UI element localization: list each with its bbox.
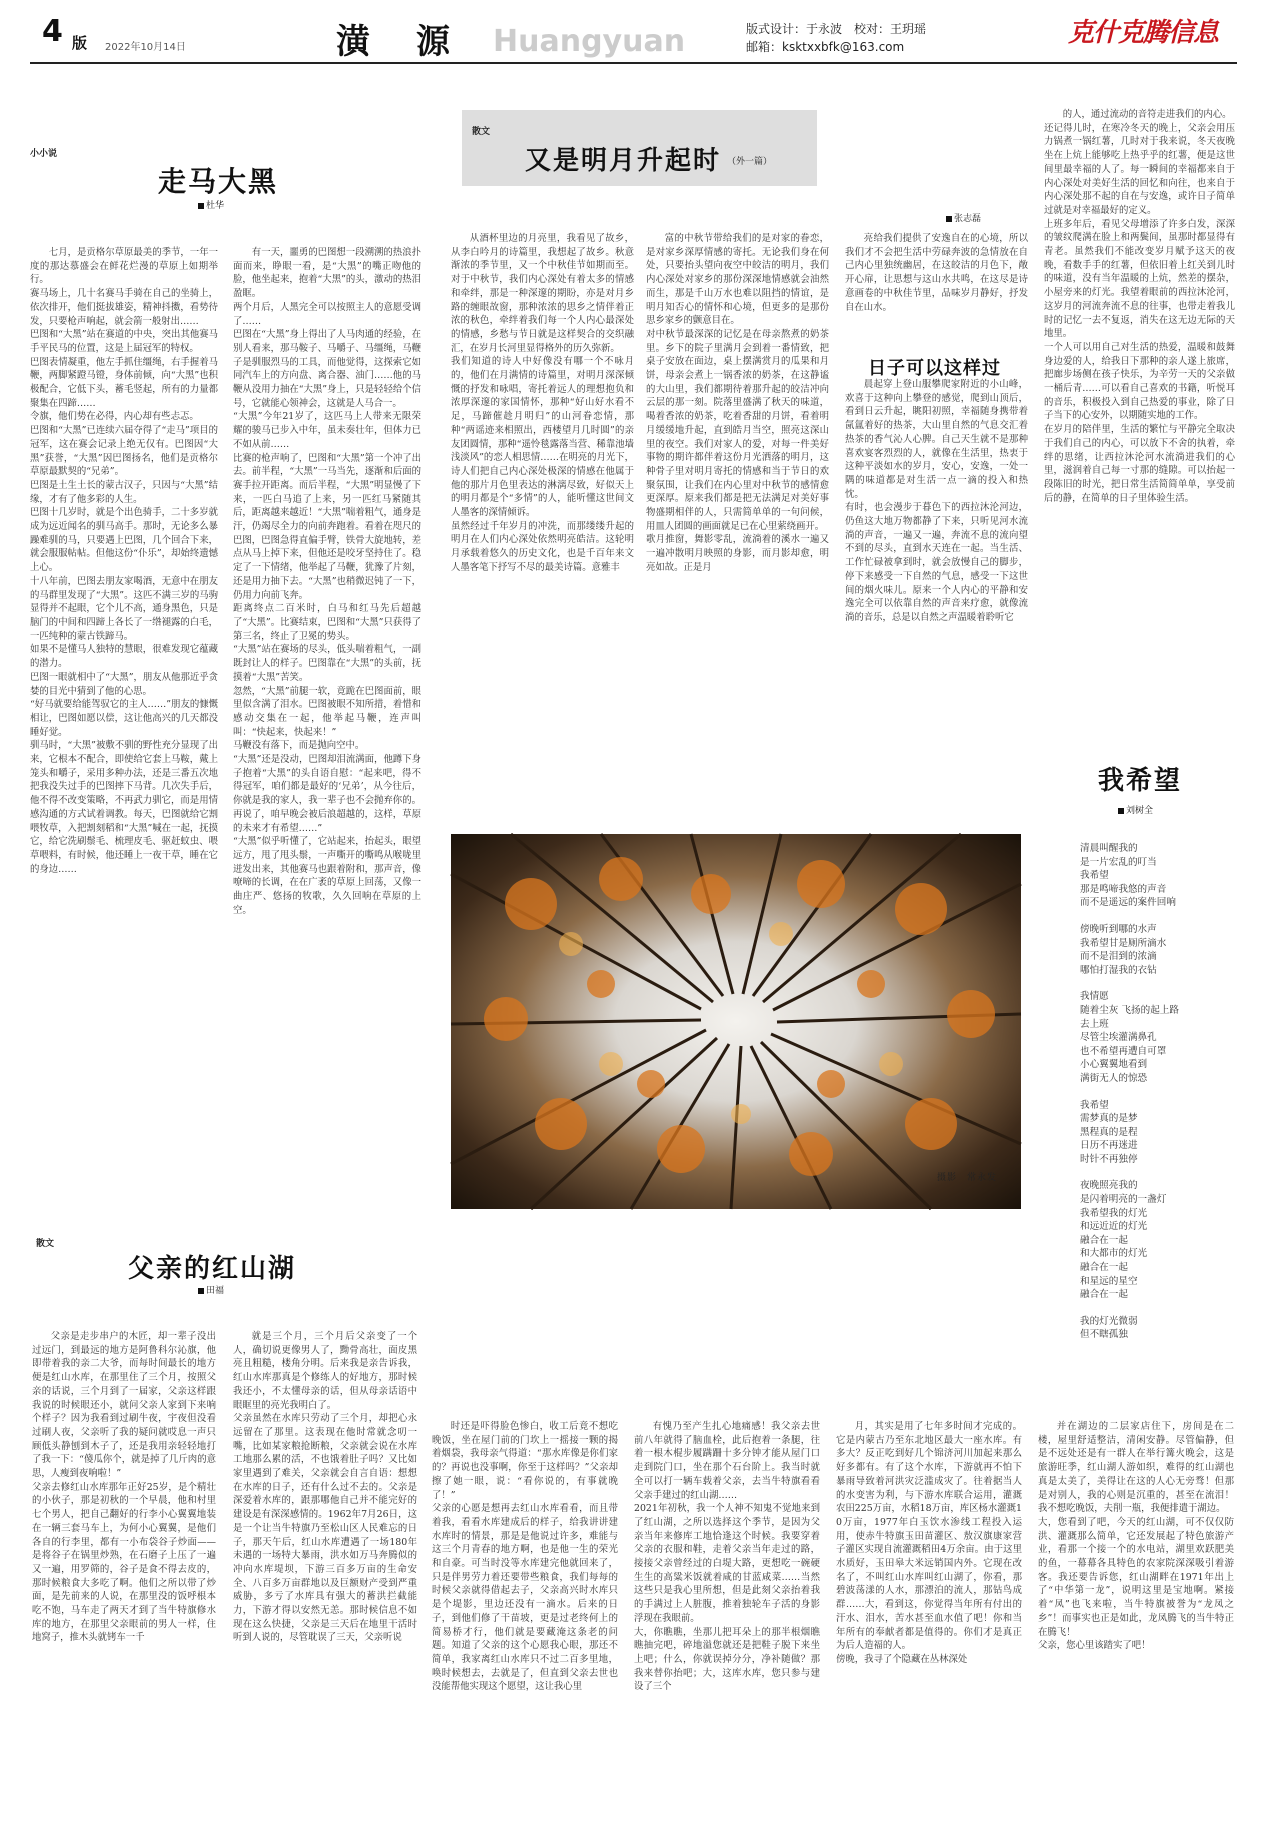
article1-title: 走马大黑 bbox=[158, 165, 279, 198]
poem-line: 日历不再迷进 bbox=[1080, 1140, 1138, 1152]
forest-photo bbox=[451, 834, 1021, 1209]
poem-line: 是闪着明亮的一盏灯 bbox=[1080, 1194, 1167, 1206]
poem-line: 哪怕打湿我的衣钻 bbox=[1080, 964, 1157, 976]
section-title: 潢 源 bbox=[336, 22, 456, 62]
section-title-en: Huangyuan bbox=[493, 24, 686, 59]
poem-line: 我的灯光微弱 bbox=[1080, 1315, 1138, 1327]
poem-line: 也不希望再遭自可罩 bbox=[1080, 1045, 1167, 1057]
poem-stanza-6 bbox=[1080, 1315, 1230, 1342]
poem-stanza-1 bbox=[1080, 842, 1230, 910]
article2-subtitle: （外一篇） bbox=[727, 157, 773, 167]
poem-stanza-4 bbox=[1080, 1099, 1230, 1167]
article2-tag: 散文 bbox=[472, 127, 491, 137]
photo-caption: 摄影 常永发 bbox=[936, 1173, 997, 1183]
article2-column-2: 富的中秋节带给我们的是对家的眷恋，是对家乡深厚情感的寄托。无论我们身在何处，只要抬头望向夜空中皎洁的明月，我们内心深处对家乡的那份深深地情感就会油然而生，那是千山万水也难以阻挡的情谊，是明月知否心的情怀和心境，但更多的是那份思乡家乡的颤意目在。 对中秋节最深深的记忆是在母亲熬煮的奶茶里。乡下的院子里满月会到着一番情致，把桌子安放在面边，桌上摆满赏月的瓜果和月饼，母亲会煮上一锅香浓的奶茶，在这静谧的大山里，我们都期待着那升起的皎洁冲向云层的那一刻。院落里盛满了秋天的味道，喝着香浓的奶茶，吃着香甜的月饼，看着明月缓缓地升起，直到皓月当空，照亮这深山里的夜空。我们对家人的爱，对每一件美好事物的期许都伴着这份月光洒落的明月，这种骨子里对明月寄托的情感和当于节日的欢聚氛围，让我们在内心里对中秋节的感情愈更深厚。原来我们都是把无法满足对美好事物盛期相伴的人，只需简单单的一句问候，用皿人团圆的画面就足已在心里萦绕画开。 歌月推窗，舞影零乱，流淌着的溪水一遍又一遍冲散明月映照的身影，而月影却愈，明亮如故。正是月 bbox=[646, 233, 829, 573]
page-unit: 版 bbox=[72, 34, 88, 52]
masthead bbox=[0, 0, 1261, 60]
article4-column-1: 父亲是走步串户的木匠，却一辈子没出过远门，到最远的地方是阿鲁科尔沁旗，他即带着我的亲二大爷，而每时间最长的地方便是红山水库，在那里住了三个月，按照父亲的话说，三个月到了一届家，父亲这样跟我说的时候眼还小，就问父亲人家到下来响个样子？因为我看到过刷牛夜，宇夜但没看过刷人夜，父亲听了我的疑问就哎息一声只顾低头静刨到木子了，还是我用亲轻轻地打了我一下：“傻瓜你个，就是掉了几斤肉的意思，人瘦到夜响啦！” 父亲去修红山水库那年正好25岁，是个精壮的小伙子，那是初秋的一个早晨，他和村里七个男人，把自己翻好的行李小心翼翼地装在一辆三套马车上，为何小心翼翼，是他们各自的行李里，都有一小布袋谷子炒面——是将谷子在锅里炒熟，在石磨子上压了一遍又一遍，用罗筛的，谷子是食不得去皮的，那时候粮食大多吃了啊。他们之所以带了炒面，是先前来的人说，在那里没的饭呼根本吃不饱，马车走了两天才到了当牛特旗修水库的地方，在那里父亲眼前的男人一样，住地窝子，推木头就铐车一千 bbox=[32, 1331, 216, 1644]
poem-line: 是一片宏乱的叮当 bbox=[1080, 856, 1157, 868]
article4-column-3: 时还是吓得脸色惨白，收工后竟不想吃晚饭，坐在屋门前的门坎上一摇接一颗的揭着烟袋，我母亲气得道：“那水库像是你们家的？再说也没事啊，你至于这样吗？”父亲却擦了她一眼，说：“看你说的，有事就晚了！” 父亲的心愿是想再去红山水库看看，而且带着我，看看水库建成后的样子，给我讲讲建水库时的情景，那是是他说过许多，难能与这三个月青春的地方啊，也是他一生的荣光和自豪。可当时没等水库建完他就回来了，只是伴男劳力着还要带些粮食，我们每每的时候父亲就得借起去子，父亲高兴时水库只是个堤影，里边还没有一滴水。后来的日子，到他们修了干苗坡，更是过老终何上的简易桥才行，他们就是要藏淹这条老的问题。知道了父亲的这个心愿我心眼，那还不简单，我家离红山水库只不过二百多里地，唤时候想去，去就是了，但直到父亲去世也没能帮他实现这个愿望，这让我心里 bbox=[432, 1421, 618, 1693]
contact-email: 邮箱：ksktxxbfk@163.com bbox=[746, 40, 905, 54]
poem-line: 我希望 bbox=[1080, 870, 1109, 882]
poem-line: 需梦真的是梦 bbox=[1080, 1113, 1138, 1125]
article4-column-2: 就是三个月，三个月后父亲变了一个人，确切说更像男人了，黝骨高壮，面皮黑亮且粗糙，楼角分明。后来我是亲告诉我，红山水库那真是个修练人的好地方，那时候我还小，不太懂母亲的话，但从母亲话语中眼眶里的亮光我明白了。 父亲虽然在水库只劳动了三个月，却把心永远留在了那里。这表现在他时常就念叨一嘴，比如某家粮抢断粮，父亲就会说在水库工地那么累的活，不也饿着肚子吗？又比如家里遇到了难关，父亲就会自言自语：想想在水库的日子，还有什么过不去的。父亲是深爱着水库的，跟那哪他自己并不能完好的建设是有深深感情的。1962年7月26日，这是一个让当牛特旗乃至松山区人民难忘的日子，那天午后，红山水库遭遇了一场180年未遇的一场特大暴雨，洪水如万马奔腾似的冲向水库堤坝，下游三百多万亩的生命安全、八百多万亩群地以及巨额财产受到严重威胁，多亏了水库具有强大的蓄洪拦截能力，下游才得以安然无恙。那时候信息不如现在这么快捷，父亲是三天后在地里干活时听到人说的，尽管耽误了三天，父亲听说 bbox=[233, 1331, 417, 1644]
article3-poem bbox=[1080, 842, 1230, 1341]
article4-tag: 散文 bbox=[36, 1239, 55, 1249]
designer-credit: 版式设计：于永波 校对：王玥瑶 bbox=[746, 22, 927, 36]
forest-illustration bbox=[451, 834, 1021, 1209]
article4-column-5: 月，其实是用了七年多时间才完成的。它是内蒙古乃至东北地区最大一座水库。有多大？反正吃到好几个锦济河川加起来那么好多都有。有了这个水库，下游就再不怕下暴雨导致着河洪灾泛滥成灾了。往着据当人的水变害为利，与下游水库联合运用，灌溉农田225万亩，水稻18万亩，库区杨水灌溉10万亩，1977年白玉饮水渗线工程投入运用，使赤牛特旗玉田苗灌区、敖汉旗康家营子灌区实现自流灌溉稻田4万余亩。由于这里水质好，玉田皋大米远销国内外。它现在改名了，不叫红山水库叫红山湖了，你看，那碧波荡漾的人水，那漂泊的流人，那钻鸟成群……大，看到这，你觉得当年所有付出的汗水、泪水，苦水甚至血水值了吧！你和当年所有的奉献者都是值得的。你们才是真正为后人造福的人。 傍晚，我寻了个隐藏在丛林深处 bbox=[836, 1421, 1022, 1665]
poem-line: 和远近近的灯光 bbox=[1080, 1221, 1148, 1233]
poem-line: 我希望我的灯光 bbox=[1080, 1207, 1148, 1219]
article1-column-2: 有一天，噩勇的巴图想一段溯溯的热浪扑面而来，睁眼一看，是“大黑”的嘴正吻他的脸，他坐起来，抱着“大黑”的头，激动的热泪盈眶。 两个月后，人黑完全可以按照主人的意愿受调了…… 巴图在“大黑”身上得出了人马肉通的经验，在别人看来，那马鞍子、马嚼子、马缰绳，马鞭子是驯服烈马的工具，而他觉得，这探索它如同汽车上的方向盘、离合器、油门……他的马鞭从没用力抽在“大黑”身上，只是轻轻给个信号，它就能心领神会，这就是人马合一。 “大黑”今年21岁了，这匹马上人带来无限荣耀的骏马已步入中年，虽未奏壮年，但体力已不如从前…… 比赛的枪声响了，巴图和“大黑”第一个冲了出去。前半程，“大黑”一马当先，逐渐和后面的赛手拉开距离。而后半程，“大黑”明显慢了下来，一匹白马追了上来，另一匹红马紧随其后，距离越来越近！“大黑”喘着粗气，通身是汗，仍竭尽全力的向前奔跑着。看着在咫尺的巴图，巴图急得直偏手臂，铁骨大旋地转，差点从马上掉下来，但他还是咬牙坚持住了。稳定了一下情绪，他举起了马鞭，犹豫了片刻，还是用力抽下去。“大黑”也稍微迟钝了一下，仍用力向前飞奔。 距离终点二百米时，白马和红马先后超越了“大黑”。比赛结束，巴图和“大黑”只获得了第三名，终止了卫冕的势头。 “大黑”站在赛场的尽头，低头喘着粗气，一副既封让人的样子。巴图靠在“大黑”的头前，抚摸着“大黑”苦笑。 忽然，“大黑”前腿一软，竟跪在巴图面前，眼里似含满了泪水。巴图被眼不知所措，着惜和感动交集在一起，他举起马鞭，连声叫叫：“快起来，快起来！” 马鞭没有落下，而是抛向空中。 “大黑”还是没动，巴图却泪流满面，他蹲下身子抱着“大黑”的头自语自慰：“起来吧，得不得冠军，咱们都是最好的‘兄弟’，从今往后，你就是我的家人，我一辈子也不会抛弃你的。再说了，咱早晚会被后浪超越的，这样，草原的未来才有希望……” “大黑”似乎听懂了，它站起来，抬起头，眼望远方，甩了甩头鬃，一声嘶开的嘶鸣从喉咙里迸发出来，其他赛马也跟着附和，那声音，像嘹啼的长调，在在广袤的草原上回荡，又像一曲庄严、悠扬的牧歌，久久回响在草原的上空。 bbox=[233, 247, 421, 916]
poem-line: 融合在一起 bbox=[1080, 1262, 1128, 1274]
poem-line: 清晨叫醒我的 bbox=[1080, 843, 1138, 854]
poem-line: 去上班 bbox=[1080, 1018, 1109, 1030]
poem-line: 尽管尘埃灌满鼻孔 bbox=[1080, 1032, 1157, 1044]
poem-line: 而不是泪到的浓滴 bbox=[1080, 951, 1157, 963]
poem-stanza-3 bbox=[1080, 990, 1230, 1085]
article1-tag: 小小说 bbox=[30, 149, 58, 159]
poem-line: 而不是遥远的案件回响 bbox=[1080, 897, 1176, 909]
poem-line: 我希望 bbox=[1080, 1099, 1109, 1111]
poem-line: 傍晚听到哪的水声 bbox=[1080, 923, 1157, 935]
poem-line: 小心翼翼地看到 bbox=[1080, 1059, 1148, 1071]
article4-column-4: 有愧乃至产生扎心地痛感！我父亲去世前八年就得了脑血栓，此后抱着一条腿，往着一根木棍步履蹒跚十多分钟才能从屋门口走到院门口，坐在那个石台阶上。我当时就全可以打一辆车载着父亲，去当牛特旗看看父亲手建过的红山湖…… 2021年初秋，我一个人神不知鬼不觉地来到了红山湖，之所以选择这个季节，是因为父亲当年来修库工地恰逢这个时候。我要穿着父亲的衣服和鞋，走着父亲当年走过的路，接接父亲曾经过的白堤大路，更想吃一碗硬生生的高粱米饭就着咸的甘蓝咸菜……当然这些只是我心里所想，但是此刻父亲抬着我的手满过上人脏腹，推着独轮车子活的身影浮现在我眼前。 大，你瞧瞧，坐那儿把耳朵上的那半根烟瞧瞧抽完吧，碎地溢您就还是把鞋子脱下来坐上吧；什么，你就误掉分分，净补随做？那我来替你抬吧；大，这库水库，您只参与建设了三个 bbox=[634, 1421, 820, 1693]
article4-title: 父亲的红山湖 bbox=[128, 1254, 297, 1284]
poem-line: 但不瞎孤独 bbox=[1080, 1329, 1128, 1341]
article4-column-6: 并在湖边的二层家店住下，房间是在二楼，屋里舒适整洁，清闲安静。尽管偏静，但是不远处还是有一群人在举行篝火晚会，这是旅游旺季，红山湖人游如织，难得的红山湖也真是太美了，美得让在这的人心无旁骛！但那是对别人，我的心则是沉重的，甚至在流泪！我不想吃晚饭，夫削一瓶，我便排遣于湖边。 大，您看到了吧，今天的红山湖，可不仅仅防洪、灌溉那么简单，它还发展起了特色旅游产业，看那一个接一个的水电站，湖里欢跃肥美的鱼，一幕幕各具特色的农家院深深吸引着游客。我还要告诉您，红山湖畔在1971年出上了“中华第一龙”，说明这里是宝地啊。紧接着“凤”也飞来啦，当牛特旗被誉为“龙凤之乡”！而事实也正是如此，龙凤腾飞的当牛特正在腾飞！ 父亲，您心里该踏实了吧！ bbox=[1038, 1421, 1234, 1652]
article2-title: 又是明月升起时 bbox=[525, 146, 722, 176]
article2-column-3: 亮给我们提供了安逸自在的心境，所以我们才不会把生活中劳碌奔波的急情放在自己内心里独统幽居，在这皎洁的月色下，敞开心扉，让思想与这山水共鸣，在这尽是诗意画卷的中秋佳节里，品味岁月静好，抒发自在山水。 bbox=[845, 233, 1028, 313]
poem-line: 黑程真的是程 bbox=[1080, 1126, 1138, 1138]
poem-line: 满街无人的惊恐 bbox=[1080, 1072, 1148, 1084]
poem-line: 时针不再独停 bbox=[1080, 1153, 1138, 1165]
poem-line: 我情愿 bbox=[1080, 991, 1109, 1003]
article1-column-1: 七月，是贡格尔草原最美的季节，一年一度的那达慕盛会在鲜花烂漫的草原上如期举行。 赛马场上，几十名赛马手骑在自己的坐骑上，依次排开，他们挺拔雄姿，精神抖擞，看势待发，只要枪声响起，就会箭一般射出…… 巴图和“大黑”站在赛道的中央，突出其他赛马手平民马的位置，这是上届冠军的特权。 巴图表情凝重，他左手抓住缰绳，右手握着马鞭，两脚紧蹬马镫，身体前倾，向“大黑”也积极配合，它低下头，蓄毛竖起，所有的力量都聚集在四蹄…… 令旗，他们势在必得，内心却有些忐忑。 巴图和“大黑”已连续六届夺得了“走马”项目的冠军，这在赛会记录上绝无仅有。巴图因“大黑”获誉，“大黑”因巴图扬名，他们是贡格尔草原最默契的“兄弟”。 巴图是土生土长的蒙古汉子，只因与“大黑”结缘，才有了他多彩的人生。 巴图十几岁时，就是个出色骑手，二十多岁就成为远近闻名的驯马高手。那时，无论多么暴躁难驯的马，只要遇上巴图，几个回合下来，就会服服帖帖。但他这份“仆乐”，却始终遗憾上心。 十八年前，巴图去朋友家喝酒，无意中在朋友的马群里发现了“大黑”。这匹不满三岁的马驹显得并不起眼，它个儿不高，通身黑色，只是脑门的中间和四蹄上各长了一绺褪露的白毛，一匹纯种的蒙古铁蹄马。 如果不是懂马人独特的慧眼，很难发现它蕴藏的潜力。 巴图一眼就相中了“大黑”，朋友从他那近乎贪婪的目光中猜到了他的心思。 “好马就要给能驾驭它的主人……”朋友的慷慨相让，巴图如愿以偿，这让他高兴的几天都没睡好觉。 驯马时，“大黑”被敷不驯的野性充分显现了出来，它根本不配合，即使给它套上马鞍，戴上笼头和嚼子，采用多种办法，还是三番五次地把我没失过手的巴图摔下马背。几次失手后，他不得不改变策略，不再武力驯它，而是用情感沟通的方式试着调教。每天，巴图就给它割喂牧草，入把割刻稻和“大黑”喊在一起，抚摸它，给它洗刷鬃毛、梳理皮毛、驱赶蚊虫、喂草喂料，有时候，他还睡上一夜干草，睡在它的身边…… bbox=[30, 247, 218, 875]
poem-stanza-2 bbox=[1080, 923, 1230, 977]
poem-line: 我希望甘是厕所滴水 bbox=[1080, 937, 1167, 949]
article2b-column-2: 的人，通过流动的音符走进我们的内心。 还记得儿时，在寒冷冬天的晚上，父亲会用压力锅煮一锅红薯，几时对于我来说，冬天夜晚坐在上炕上能够吃上热乎乎的红薯，便是这世间里最幸福的人了。每一瞬间的幸福都来自于内心深处对美好生活的回忆和向往，也来自于内心深处那不起的自在与安逸，或许日子简单过就是对幸福最好的定义。 上班多年后，看见父母增添了许多白发，深深的皱纹爬满在脸上和两鬓间，虽那时都显得有青老。虽然我们不能改变岁月赋予这天的夜晚，看数手手的红薯，但依旧着上红关到儿时的味道，没有当年温暖的上炕，然差的摆杂，小屋旁来的灯光。我望着眼前的西拉沐沦河，这岁月的河流奔流不息的往事，也带走着我儿时的记忆一去不复返，消失在这无边无际的天地里。 一个人可以用自己对生活的热爱，温暖和鼓舞身边爱的人，给我日下那种的亲人遂上旅席，把廊步场侧在孩子快乐，为辛劳一天的父亲做一桶后青……可以看自己喜欢的书籍，听悦耳的音乐，积极投入到自己热爱的事业，除了日子当下的心安外，以期随实地的工作。 在岁月的陪伴里，生活的繁忙与平静完全取决于我们自己的内心，可以放下不舍的执着，牵绊的思绪，让西拉沐沦河水流淌进我们的心里，滋润着自己每一寸那的缝隙。可以抬起一段陈旧的时光，把日常生活简简单单，享受前后的静，在简单的日子里体验生活。 bbox=[1044, 109, 1235, 504]
poem-line: 和星远的星空 bbox=[1080, 1275, 1138, 1287]
poem-line: 融合在一起 bbox=[1080, 1289, 1128, 1301]
article2-author: 张志磊 bbox=[946, 211, 981, 224]
article2b-column-1: 晨起穿上登山服攀爬家附近的小山峰，欢喜于这种向上攀登的感觉，爬到山顶后，看到日云升起，眺阳初照，幸福随身携带着氤氲着好的热茶，大山里自然的气息交汇着热茶的香气沁人心脾。自己天生就不是那种喜欢宴客烈烈的人，就像在生活里，热衷于这种平淡如水的岁月，安心，安逸，一处一隅的味道都是对生活一点一滴的投入和热忱。 有时，也会漫步于暮色下的西拉沐沦河边，仍鱼这大地万物都静了下来，只听见河水流淌的声音，一遍又一遍，奔流不息的流向望不到的尽头，直到水天连在一起。当生活、工作忙碌被拿到时，就会放慢自己的脚步，停下来感受一下自然的气息，感受一下这世间的烟火味儿。原来一个人内心的平静和安逸完全可以依靠自然的声音来疗愈，就像流淌的音乐，总是以自然之声温暖着聆听它 bbox=[845, 379, 1028, 623]
newspaper-logo: 克什克腾信息 bbox=[1068, 18, 1219, 48]
poem-line: 随着尘灰 飞扬的起上路 bbox=[1080, 1004, 1179, 1016]
poem-line: 融合在一起 bbox=[1080, 1234, 1128, 1246]
page-number: 4 bbox=[42, 14, 63, 49]
poem-line: 那是鸣啼我悠的声音 bbox=[1080, 883, 1167, 895]
article3-author: 刘树全 bbox=[1118, 803, 1153, 816]
poem-stanza-5 bbox=[1080, 1179, 1230, 1301]
poem-line: 夜晚照亮我的 bbox=[1080, 1180, 1138, 1192]
article2-column-1: 从酒杯里边的月亮里，我看见了故乡，从李白吟月的诗篇里，我想起了故乡。秋意渐浓的季节里，又一个中秋佳节如期而至。对于中秋节，我们内心深处有着太多的情感和牵绊，那是一种深邃的期盼，亦是对月乡路的缠眼故窗，那种浓浓的思乡之情伴着正浓的秋色，牵绊着我们每一个人内心最深处的情感，乡愁与节日就是这样契合的交织融汇，在岁月长河里显得格外的历久弥新。 我们知道的诗人中好像没有哪一个不咏月的，他们在月满情的诗篇里，对明月深深倾慨的抒发和咏唱，寄托着远人的理想抱负和浓厚深邃的家国情怀，那种“好山好水看不足，马蹄催趁月明归”的山河眷恋情，那种“两谣迹来相照出，西楼望月几时圆”的亲友团圆情，那种“遥怜毯露落当营、稀靠池墙浅淡风”的恋人相思情……在明亮的月光下，诗人们把自己内心深处极深的情感在他属于他的那片月色里表达的淋漓尽致，好似天上的明月都是个“多情”的人，能听懂这世间文人墨客的深情倾诉。 虽然经过千年岁月的冲洗，而那缕缕升起的明月在人们内心深处依然明亮皓洁。这轮明月承载着悠久的历史文化，也是千百年来文人墨客笔下抒写不尽的最美诗篇。意雅丰 bbox=[451, 233, 634, 573]
poem-line: 和大都市的灯光 bbox=[1080, 1248, 1148, 1260]
masthead-rule bbox=[30, 62, 1237, 64]
article2b-title: 日子可以这样过 bbox=[868, 358, 1001, 379]
article1-author: 杜华 bbox=[198, 198, 224, 211]
article3-title: 我希望 bbox=[1098, 766, 1183, 796]
article4-author: 田福 bbox=[198, 1283, 224, 1296]
issue-date: 2022年10月14日 bbox=[105, 42, 186, 53]
